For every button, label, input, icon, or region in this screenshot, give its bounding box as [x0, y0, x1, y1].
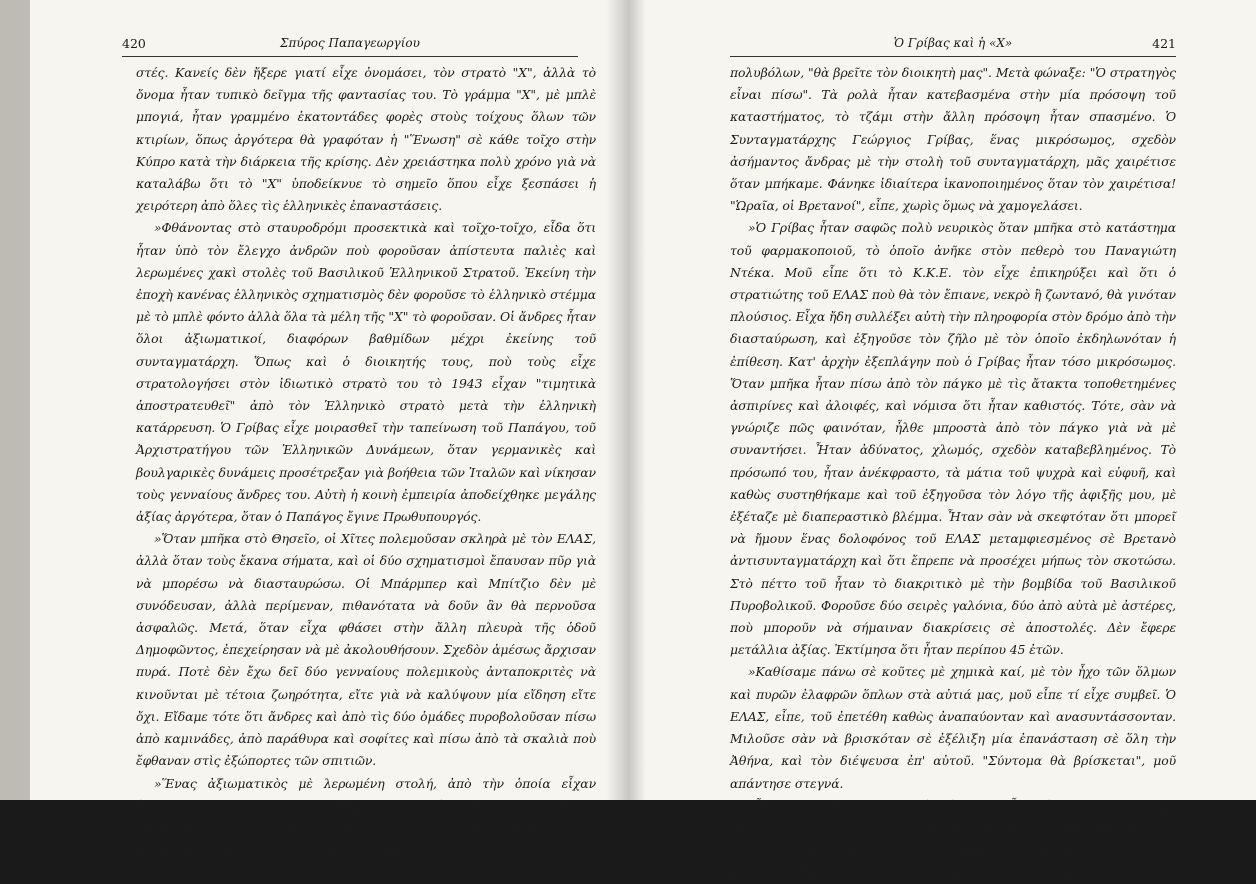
scan-left-edge	[0, 0, 30, 800]
right-page	[628, 0, 1256, 880]
left-page-number: 420	[122, 36, 146, 51]
right-page-text	[730, 62, 1176, 884]
paragraph: στές. Κανείς δὲν ἤξερε γιατί εἶχε ὀνομάσει, τὸν στρατὸ "Χ", ἀλλὰ τὸ ὄνομα ἦταν τυπικὸ δεῖγμα τῆς φαντασίας του. Τὸ γράμμα "Χ", μὲ μπλὲ μπογιά, ἦταν γραμμένο ἑκατοντάδες φορὲς στοὺς τοίχους ὅλων τῶν κτιρίων, ὅπως ἀργότερα θὰ γραφόταν ἡ "Ἕνωση" σὲ κάθε τοῖχο στὴν Κύπρο κατὰ τὴν διάρκεια τῆς κρίσης. Δὲν χρειάστηκα πολὺ χρόνο γιὰ νὰ καταλάβω ὅτι τὸ "Χ" ὑποδείκνυε τὸ σημεῖο ὅπου εἶχε ξεσπάσει ἡ χειρότερη ἀπὸ ὅλες τὶς ἑλληνικὲς ἐπαναστάσεις.	[136, 65, 596, 214]
paragraph: »Ὅταν μπῆκα στὸ Θησεῖο, οἱ Χῖτες πολεμοῦσαν σκληρὰ μὲ τὸν ΕΛΑΣ, ἀλλὰ ὅταν τοὺς ἔκανα σήματα, καὶ οἱ δύο σχηματισμοὶ ἔπαυσαν πῦρ γιὰ νὰ μπορέσω νὰ διασταυρώσω. Οἱ Μπάρμπερ καὶ Μπίτζιο δὲν μὲ συνόδευσαν, ἀλλὰ περίμεναν, πιθανότατα νὰ δοῦν ἂν θὰ περνοῦσα ἀσφαλῶς. Μετά, ὅταν εἶχα φθάσει στὴν ἄλλη πλευρὰ τῆς ὁδοῦ Δημοφῶντος, ἐπεχείρησαν νὰ μὲ ἀκολουθήσουν. Σχεδὸν ἀμέσως ἄρχισαν πυρά. Ποτὲ δὲν ἔχω δεῖ δύο γενναίους πολεμικοὺς ἀνταποκριτὲς νὰ κινοῦνται μὲ τέτοια ζωηρότητα, εἴτε γιὰ νὰ καλύψουν μία εἴδηση εἴτε ὄχι. Εἴδαμε τότε ὅτι ἄνδρες καὶ ἀπὸ τὶς δύο ὁμάδες πυροβολοῦσαν πίσω ἀπὸ καμινάδες, ἀπὸ παράθυρα καὶ σοφίτες καὶ πίσω ἀπὸ τὰ σκαλιὰ ποὺ ἔφθαναν στὶς ἐξώπορτες τῶν σπιτιῶν.	[136, 531, 596, 769]
left-running-head	[122, 36, 578, 57]
right-page-number: 421	[1152, 36, 1176, 51]
paragraph: »Ἦταν προφανὲς γιὰ μένα ὅτι ὁ Γρίβας ἦταν ἀβέβαιος σχετικὰ μὲ τὴν ἀξιοπιστία του ὡς διοικητοῦ καὶ ἔκανε μεγάλη προσπάθεια γιὰ νὰ μοῦ δείξει ἔγγραφα. Γενικὰ εἶναι ἀποδεκτὸ τώρα ὅτι ὁ Γρίβας δὲν ἀναγνωρίσθηκε ποτέ, οὔτε βοηθήθηκε, ἀπὸ τοὺς Βρετανοὺς	[730, 797, 1176, 880]
paragraph: »Ὁ Γρίβας ἦταν σαφῶς πολὺ νευρικὸς ὅταν μπῆκα στὸ κατάστημα τοῦ φαρμακοποιοῦ, τὸ ὁποῖο ἀνῆκε στὸν πεθερὸ του Παναγιώτη Ντέκα. Μοῦ εἶπε ὅτι τὸ Κ.Κ.Ε. τὸν εἶχε ἐπικηρύξει καὶ ὅτι ὁ στρατιώτης τοῦ ΕΛΑΣ ποὺ θὰ τὸν ἔπιανε, νεκρὸ ἢ ζωντανό, θὰ γινόταν πλούσιος. Εἶχα ἤδη συλλέξει αὐτὴ τὴν πληροφορία στὸν δρόμο ἀπὸ τὴν διασταύρωση, καὶ ἐξηγοῦσε τὸν ζῆλο μὲ τὸν ὁποῖο ἐκδηλωνόταν ἡ ἐπίθεση. Κατ' ἀρχὴν ἐξεπλάγην ποὺ ὁ Γρίβας ἦταν τόσο μικρόσωμος. Ὅταν μπῆκα ἦταν πίσω ἀπὸ τὸν πάγκο μὲ τὶς ἄτακτα τοποθετημένες ἀσπιρίνες καὶ ἀλοιφές, καὶ νόμισα ὅτι ἦταν καθιστός. Τότε, σὰν νὰ γνώριζε πῶς φαινόταν, ἦλθε μπροστὰ ἀπὸ τὸν πάγκο γιὰ νὰ μὲ συναντήσει. Ἦταν ἀδύνατος, χλωμός, σχεδὸν καταβεβλημένος. Τὸ πρόσωπό του, ἦταν ἀνέκφραστο, τὰ μάτια τοῦ ψυχρὰ καὶ εὐφυῆ, καὶ καθὼς συστηθήκαμε καὶ τοῦ ἐξηγοῦσα τὸν λόγο τῆς ἀφιξῆς μου, μὲ ἐξέταζε μὲ διαπεραστικὸ βλέμμα. Ἦταν σὰν νὰ σκεφτόταν ὅτι μπορεῖ νὰ ἤμουν ἕνας δολοφόνος τοῦ ΕΛΑΣ μεταμφιεσμένος σὲ Βρετανὸ ἀντισυνταγματάρχη καὶ ὅτι ἔπρεπε νὰ προσέχει μήπως τὸν σκοτώσω. Στὸ πέττο τοῦ ἦταν τὸ διακριτικὸ μὲ τὴν βομβίδα τοῦ Βασιλικοῦ Πυροβολικοῦ. Φοροῦσε δύο σειρὲς γαλόνια, δύο ἀπὸ αὐτὰ μὲ ἀστέρες, ποὺ μποροῦν νὰ σήμαιναν διακρίσεις σὲ ἀποστολές. Δὲν ἔφερε μετάλλια ἀξίας. Ἐκτίμησα ὅτι ἦταν περίπου 45 ἐτῶν.	[730, 220, 1176, 658]
paragraph: »Καθίσαμε πάνω σὲ κοῦτες μὲ χημικὰ καί, μὲ τὸν ἦχο τῶν ὅλμων καὶ πυρῶν ἐλαφρῶν ὅπλων στὰ αὐτιά μας, μοῦ εἶπε τί εἶχε συμβεῖ. Ὁ ΕΛΑΣ, εἶπε, τοῦ ἐπετέθη καθὼς ἀναπαύονταν καὶ ανασυντάσσονταν. Μιλοῦσε σὰν νὰ βρισκόταν σὲ ἐξέλιξη μία ἐπανάσταση σὲ ὅλη τὴν Ἀθήνα, καὶ τὸν διέψευσα ἐπ' αὐτοῦ. "Σύντομα θὰ βρίσκεται", μοῦ απάντησε στεγνά.	[730, 664, 1176, 791]
paragraph: »Ἕνας ἀξιωματικὸς μὲ λερωμένη στολή, ἀπὸ τὴν ὁποία εἶχαν ἀφαιρεθεῖ τὰ διακριτικὰ τοῦ βαθμοῦ του μᾶς ὁδήγησε στὴν πόρτα τοῦ καταστήματος ἑνὸς φαρμακοποιοῦ, ποὺ εἶχε διπλὴ πρόσοψη. Ἐδῶ!, φώναξε γιὰ νὰ ἀκουστεῖ πάνω ἀπὸ τὸν θόρυβο τῶν πυρῶν τῶν	[136, 775, 596, 858]
left-running-title: Σπύρος Παπαγεωργίου	[280, 36, 420, 50]
right-running-title: Ὁ Γρίβας καὶ ἡ «Χ»	[893, 36, 1013, 50]
paragraph: πολυβόλων, "θὰ βρεῖτε τὸν διοικητὴ μας". Μετὰ φώναξε: "Ὁ στρατηγὸς εἶναι πίσω". Τὰ ρολὰ ἦταν κατεβασμένα στὴν μία πρόσοψη τοῦ καταστήματος, τὸ τζάμι στὴν ἄλλη πρόσοψη ἦταν σπασμένο. Ὁ Συνταγματάρχης Γεώργιος Γρίβας, ἕνας μικρόσωμος, σχεδὸν ἀσήμαντος ἄνδρας μὲ τὴν στολὴ τοῦ συνταγματάρχη, μᾶς χαιρέτισε ὅταν μπήκαμε. Φάνηκε ἰδιαίτερα ἱκανοποιημένος ὅταν τὸν χαιρέτισα! "Ὡραῖα, οἱ Βρετανοί", εἶπε, χωρὶς ὅμως νὰ χαμογελάσει.	[730, 65, 1176, 214]
paragraph: »Φθάνοντας στὸ σταυροδρόμι προσεκτικὰ καὶ τοῖχο-τοῖχο, εἶδα ὅτι ἦταν ὑπὸ τὸν ἔλεγχο ἀνδρῶν ποὺ φοροῦσαν ἀπίστευτα παλιὲς καὶ λερωμένες χακὶ στολὲς τοῦ Βασιλικοῦ Ἑλληνικοῦ Στρατοῦ. Ἐκείνη τὴν ἐποχὴ κανένας ἑλληνικὸς σχηματισμὸς δὲν φοροῦσε τὸ ἑλληνικὸ στέμμα μὲ τὸ μπλὲ φόντο ἀλλὰ ὅλα τὰ μέλη τῆς "Χ" τὸ φοροῦσαν. Οἱ ἄνδρες ἦταν ὅλοι ἀξιωματικοί, διαφόρων βαθμίδων μέχρι ἐκείνης τοῦ συνταγματάρχη. Ὅπως καὶ ὁ διοικητής τους, ποὺ τοὺς εἶχε στρατολογήσει στὸν ἰδιωτικὸ στρατὸ του τὸ 1943 εἶχαν "τιμητικὰ ἀποστρατευθεῖ" ἀπὸ τὸν Ἑλληνικὸ στρατὸ μετὰ τὴν ἑλληνικὴ κατάρρευση. Ὁ Γρίβας εἶχε μοιρασθεῖ τὴν ταπείνωση τοῦ Παπάγου, τοῦ Ἀρχιστρατήγου τῶν Ἑλληνικῶν Δυνάμεων, ὅταν γερμανικὲς καὶ βουλγαρικὲς δυνάμεις προσέτρεξαν γιὰ βοήθεια τῶν Ἰταλῶν καὶ νίκησαν τοὺς γενναίους ἄνδρες του. Αὐτὴ ἡ κοινὴ ἐμπειρία ἀποδείχθηκε μεγάλης ἀξίας ἀργότερα, ὅταν ὁ Παπάγος ἔγινε Πρωθυπουργός.	[136, 220, 596, 525]
left-page	[0, 0, 628, 858]
left-page-text	[136, 62, 596, 861]
right-running-head	[730, 36, 1176, 57]
